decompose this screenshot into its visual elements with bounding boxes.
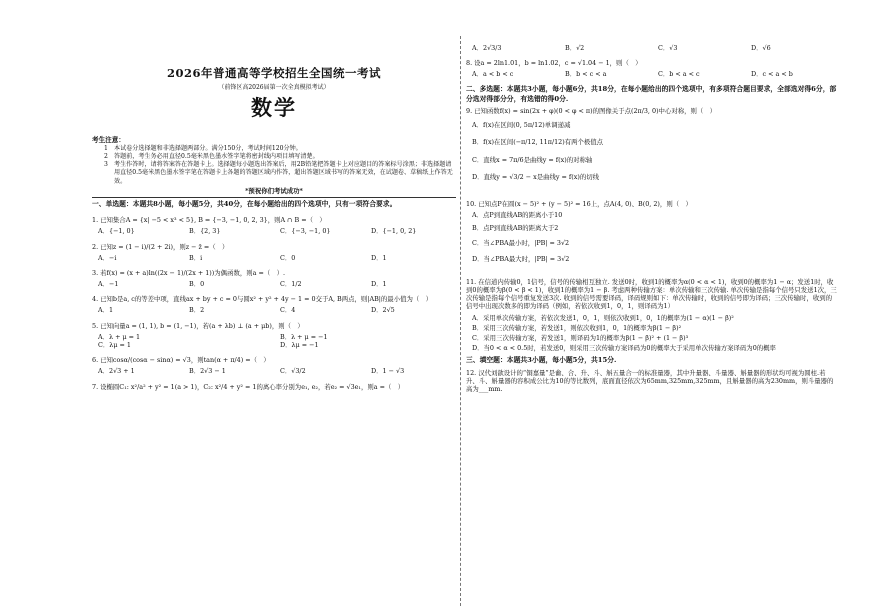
- question-stem: 11. 在信道内传输0，1信号，信号的传输相互独立. 发送0时，收到1的概率为α(0 < α < 1)，收到0的概率为1 − α；发送1时，收到0的概率为β(0 < β < 1)，收到1的概率为1 − β. 考虑两种传输方案：单次传输和三次传输. 单次传输是指每个信号只发送1次，三次传输是指每个信号重复发送3次. 收到的信号需要译码，译码规则如下：单次传输时，收到的信号即为译码；三次传输时，收到的信号中出现次数多的即为译码（例如，若依次收到1，0，1，则译码为1）: [466, 277, 837, 311]
- options: [92, 227, 456, 235]
- section-2-heading: 二、多选题：本题共3小题，每小题6分，共18分，在每小题给出的四个选项中，有多项符合题目要求，全部选对得6分，部分选对得部分分，有选错的得0分.: [466, 84, 837, 103]
- section-1-heading: 一、单选题：本题共8小题，每小题5分，共40分，在每小题给出的四个选项中，只有一项符合要求。: [92, 199, 397, 208]
- option-d: D．1: [371, 280, 387, 289]
- option-d: D．1: [371, 253, 387, 262]
- option-d: D．当0 < α < 0.5时，若发送0，则采用三次传输方案译码为0的概率大于采用单次传输方案译码为0的概率: [472, 344, 776, 353]
- option-d: D．{−1, 0, 2}: [371, 227, 417, 236]
- notice-item: 3 考生作答时，请将答案答在答题卡上。选择题每小题选出答案后，用2B铅笔把答题卡上对应题目的答案标号涂黑；非选择题请用直径0.5毫米黑色墨水签字笔在答题卡上各题的答题区域内作答，超出答题区域书写的答案无效，在试题卷、草稿纸上作答无效。: [104, 161, 453, 185]
- option-b: B．b < c < a: [565, 70, 607, 79]
- option-a: A．−i: [98, 253, 117, 262]
- section-divider: [92, 197, 456, 198]
- options: [92, 333, 456, 349]
- question-stem: 12. 汉代刘歆设计的“铜嘉量”是龠、合、升、斗、斛五量合一的标准量器，其中升量器、斗量器、斛量器的形状均可视为圆柱.若升、斗、斛量器的容积成公比为10的等比数列，底面直径依次为65mm,325mm,325mm，且斛量器的高为230mm，则斗量器的高为___mm.: [466, 368, 834, 393]
- option-b: B．2: [189, 306, 205, 315]
- option-b: B．2√3 − 1: [189, 367, 226, 376]
- question-stem: 3. 若f(x) = (x + a)ln((2x − 1)/(2x + 1))为偶函数，则a =（ ）.: [92, 268, 286, 277]
- option-c: C．{−3, −1, 0}: [280, 227, 331, 236]
- question-5: [92, 322, 456, 350]
- option-c: C．采用三次传输方案，若发送1，则译码为1的概率为β(1 − β)² + (1 − β)³: [472, 333, 689, 342]
- option-b: B．√2: [565, 44, 585, 52]
- option-d: D．c < a < b: [751, 70, 793, 79]
- exam-title: 2026年普通高等学校招生全国统一考试: [166, 66, 381, 80]
- question-10: [466, 200, 838, 270]
- option-d: D．2√5: [371, 306, 395, 315]
- options: [466, 70, 838, 78]
- option-a: A．1: [98, 306, 114, 315]
- option-d: D．当∠PBA最大时，|PB| = 3√2: [472, 254, 570, 263]
- question-4: [92, 295, 456, 314]
- option-c: C．4: [280, 306, 296, 315]
- option-c: C．0: [280, 253, 296, 262]
- options: [466, 211, 838, 270]
- section-3-heading: 三、填空题：本题共3小题，每小题5分，共15分.: [466, 356, 617, 365]
- question-6: [92, 356, 456, 375]
- option-a: A．{−1, 0}: [98, 227, 135, 236]
- question-stem: 5. 已知向量a = (1, 1), b = (1, −1)，若(a + λb) ⊥ (a + μb)，则（ ）: [92, 321, 304, 330]
- option-d: D．√6: [751, 44, 771, 52]
- option-a: A．a < b < c: [472, 70, 514, 79]
- option-c: C．当∠PBA最小时，|PB| = 3√2: [472, 239, 570, 248]
- option-b: B．点P到直线AB的距离大于2: [472, 224, 559, 233]
- notice-heading: 考生注意：: [92, 136, 125, 145]
- option-c: C．√3: [658, 44, 678, 52]
- notice-item: 1 本试卷分选择题和非选择题两部分。满分150分，考试时间120分钟。: [104, 144, 302, 152]
- question-stem: 7. 设椭圆C₁: x²/a² + y² = 1(a > 1)，C₂: x²/4 + y² = 1的离心率分别为e₁, e₂，若e₂ = √3e₁，则a =（ ）: [92, 382, 405, 391]
- option-b: B．i: [189, 253, 203, 262]
- option-c: C．直线x = 7π/6是曲线y = f(x)的对称轴: [472, 155, 593, 164]
- option-b: B．f(x)在区间(−π/12, 11π/12)有两个极值点: [472, 138, 604, 147]
- column-divider: [460, 36, 461, 606]
- notice-item: 2 答题前，考生务必用直径0.5毫米黑色墨水签字笔将密封线内项目填写清楚。: [104, 152, 319, 160]
- question-11: [466, 278, 838, 355]
- question-9: [466, 107, 838, 190]
- question-stem: 4. 已知b是a, c的等差中项，直线ax + by + c = 0与圆x² + y² + 4y − 1 = 0交于A, B两点，则|AB|的最小值为（ ）: [92, 295, 433, 304]
- options: [92, 367, 456, 375]
- option-c: C．b < a < c: [658, 70, 700, 79]
- option-d: D．1 − √3: [371, 367, 405, 376]
- option-b: B．采用三次传输方案，若发送1，则依次收到1，0，1的概率为β(1 − β)²: [472, 323, 682, 332]
- option-c: C．√3/2: [280, 367, 306, 376]
- question-stem: 6. 已知cosα/(cosα − sinα) = √3，则tan(α + π/4) =（ ）: [92, 356, 270, 365]
- good-luck-line: *预祝你们考试成功*: [245, 186, 303, 195]
- question-7-options: [466, 44, 838, 52]
- option-c: C．1/2: [280, 280, 302, 289]
- option-a: A．−1: [98, 280, 119, 289]
- option-b: B．{2, 3}: [189, 227, 221, 236]
- question-2: [92, 243, 456, 262]
- option-b: B．0: [189, 280, 205, 289]
- option-a: A．点P到直线AB的距离小于10: [472, 211, 563, 220]
- exam-subtitle: （前锋区高2026届第一次全真模拟考试）: [218, 83, 330, 91]
- option-b: B．λ + μ = −1: [280, 332, 328, 341]
- options: [466, 314, 838, 355]
- question-1: [92, 216, 456, 235]
- option-d: D．λμ = −1: [280, 341, 319, 350]
- question-stem: 9. 已知函数f(x) = sin(2x + φ)(0 < φ < π)的图像关于点(2π/3, 0)中心对称，则（ ）: [466, 106, 717, 115]
- question-stem: 2. 已知z = (1 − i)/(2 + 2i)，则z − z̄ =（ ）: [92, 242, 229, 251]
- options: [92, 254, 456, 262]
- question-3: [92, 269, 456, 288]
- option-a: A．f(x)在区间(0, 5π/12)单调递减: [472, 121, 571, 130]
- right-column: [466, 0, 838, 616]
- option-a: A．采用单次传输方案，若依次发送1，0，1，则依次收到1，0，1的概率为(1 − α)(1 − β)²: [472, 313, 734, 322]
- question-12: [466, 369, 838, 394]
- question-8: [466, 59, 838, 78]
- option-d: D．直线y = √3/2 − x是曲线y = f(x)的切线: [472, 172, 600, 181]
- question-stem: 10. 已知点P在圆(x − 5)² + (y − 5)² = 16上，点A(4, 0)、B(0, 2)，则（ ）: [466, 199, 692, 208]
- question-stem: 1. 已知集合A = {x| −5 < x³ < 5}, B = {−3, −1, 0, 2, 3}，则A ∩ B =（ ）: [92, 216, 326, 225]
- question-stem: 8. 设a = 2ln1.01，b = ln1.02，c = √1.04 − 1，则（ ）: [466, 59, 642, 68]
- question-7: [92, 383, 456, 391]
- option-c: C．λμ = 1: [98, 341, 131, 350]
- options: [466, 121, 838, 190]
- left-column: [92, 0, 456, 616]
- subject-title: 数学: [251, 95, 297, 121]
- options: [92, 306, 456, 314]
- options: [92, 280, 456, 288]
- option-a: A．2√3 + 1: [98, 367, 135, 376]
- option-a: A．λ + μ = 1: [98, 332, 141, 341]
- option-a: A．2√3/3: [472, 44, 502, 52]
